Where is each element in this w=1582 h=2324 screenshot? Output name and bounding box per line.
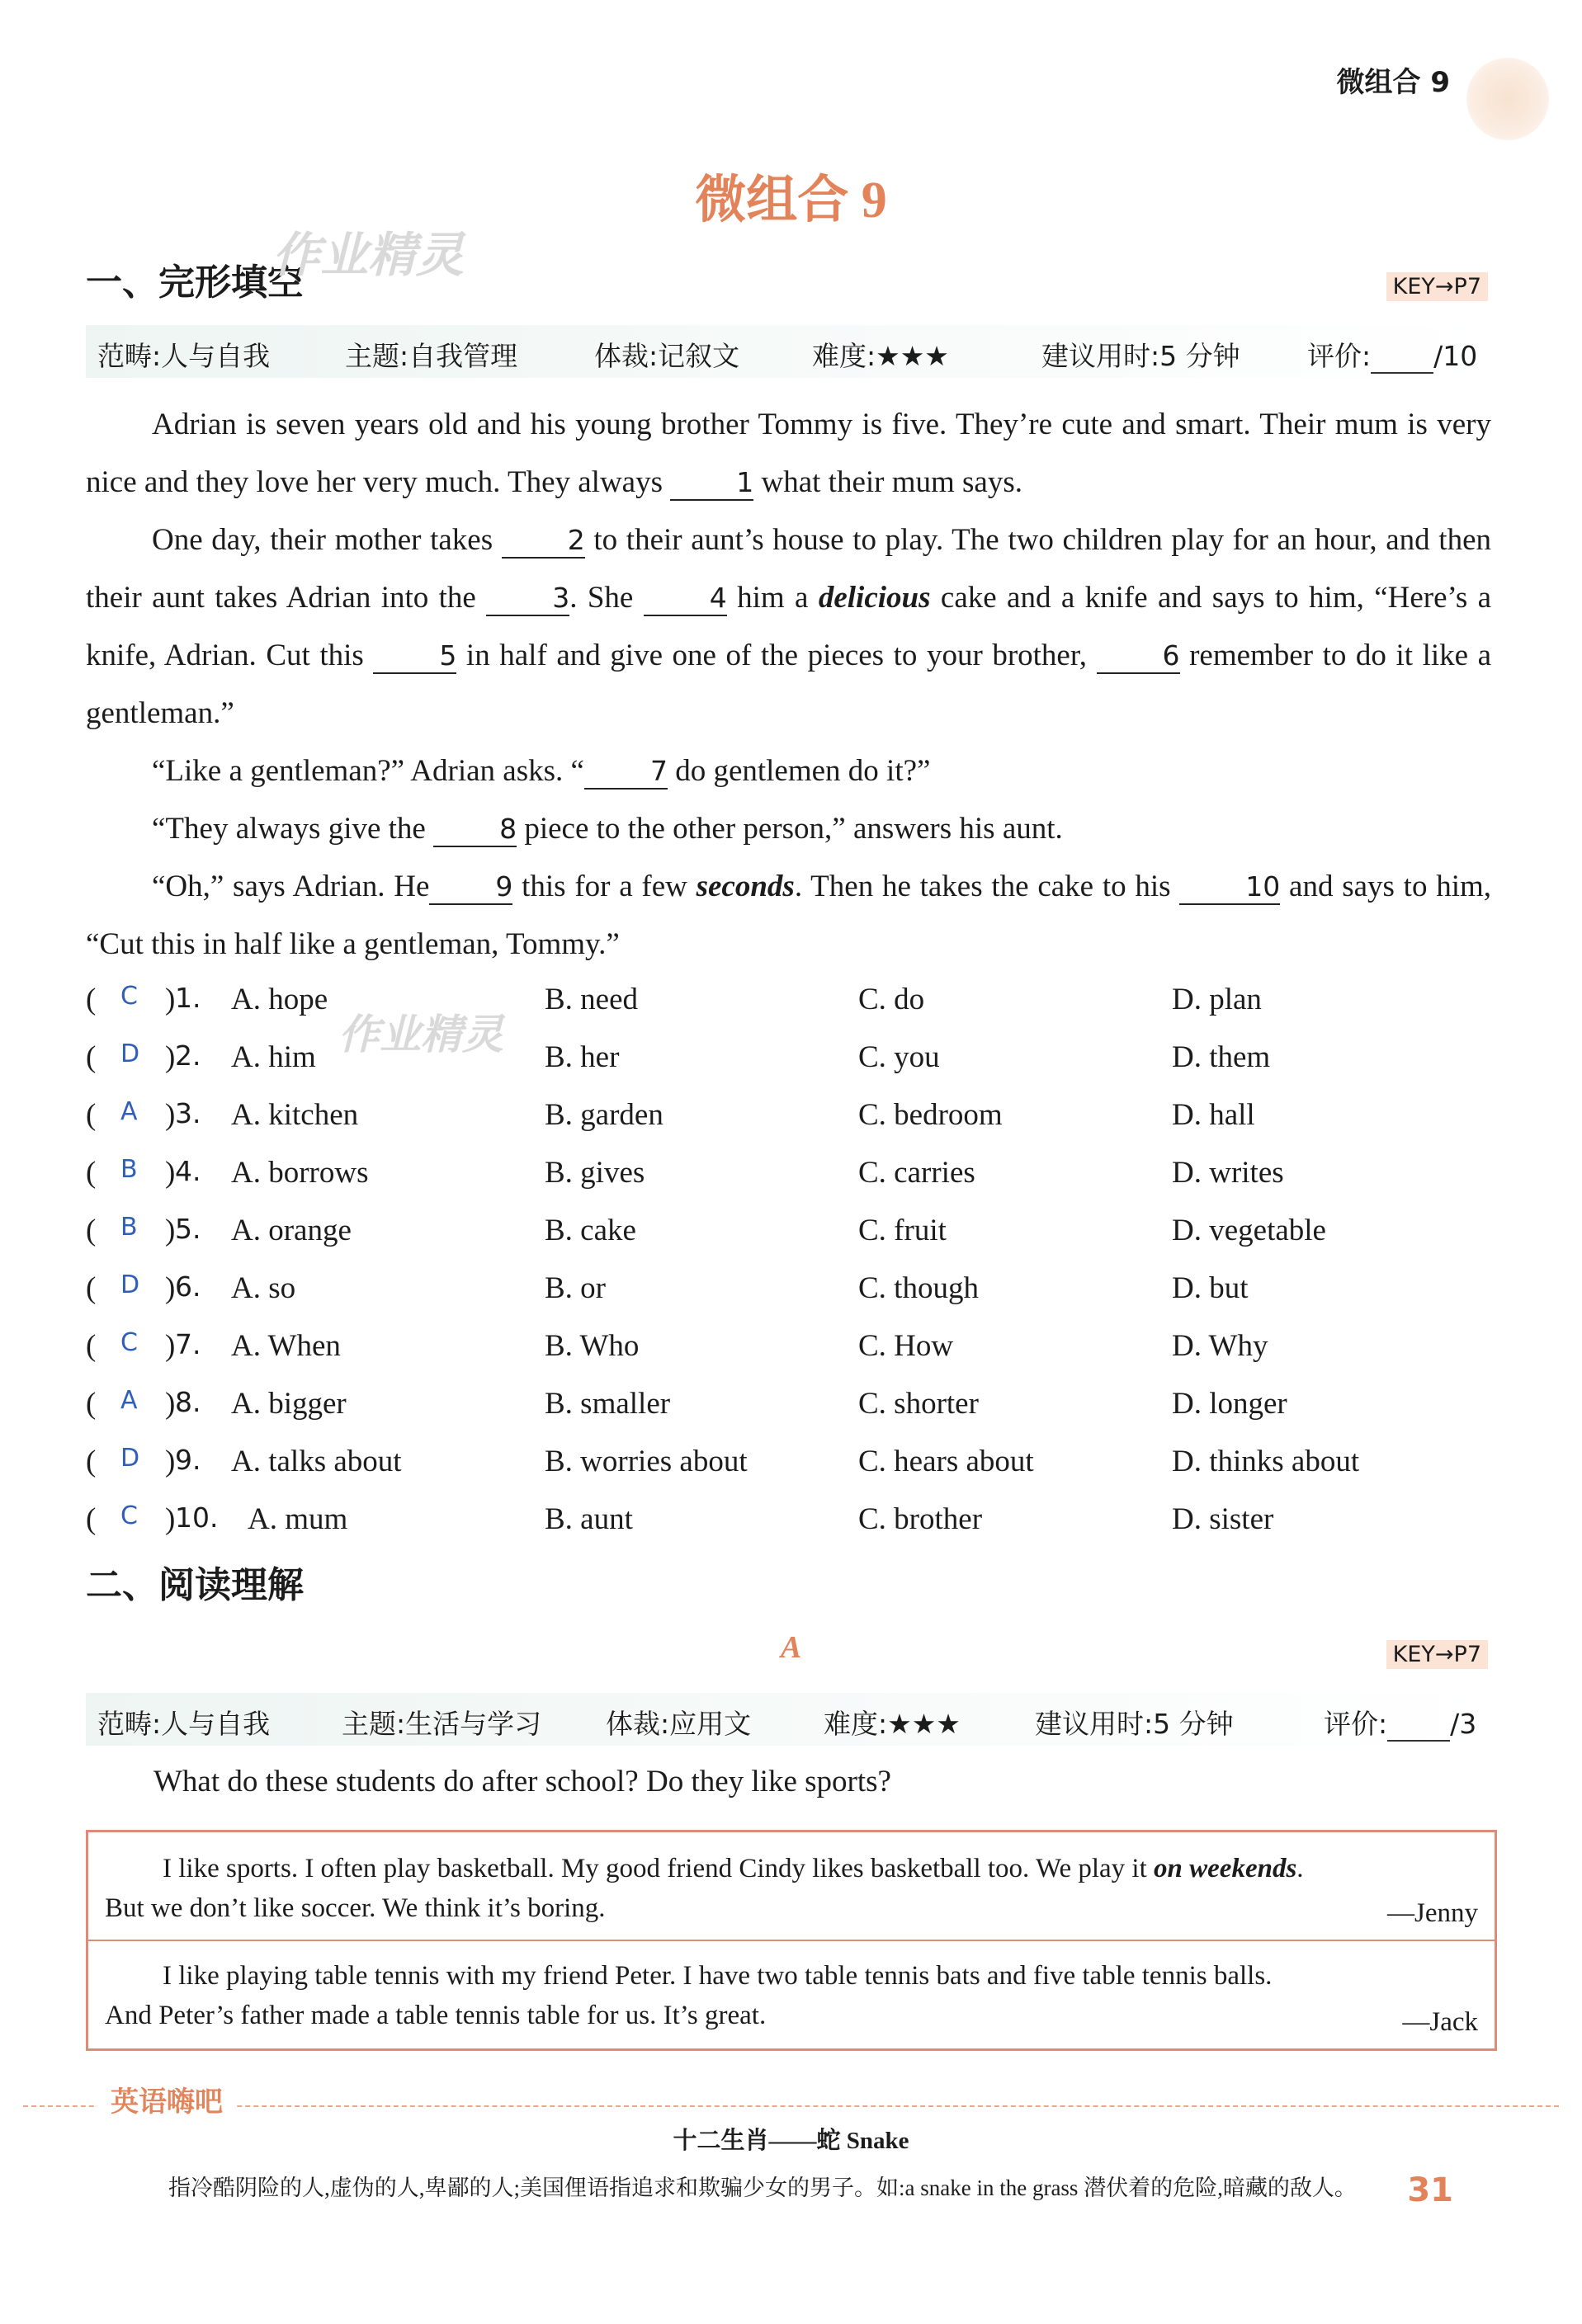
option-c[interactable]: C. How: [858, 1329, 954, 1363]
page-title: 微组合 9: [695, 172, 887, 229]
passage-jack: I like playing table tennis with my friend Peter. I have two table tennis bats and five table tennis balls. And Peter’s father made a table tennis table for us. It’s great.: [105, 1961, 1273, 2030]
option-b[interactable]: B. Who: [545, 1329, 640, 1363]
key-badge[interactable]: KEY→P7: [1386, 1640, 1488, 1669]
option-d[interactable]: D. but: [1172, 1271, 1249, 1305]
watermark: 作业精灵: [338, 1011, 503, 1058]
meta-time: 建议用时:5 分钟: [1035, 1708, 1234, 1740]
option-b[interactable]: B. or: [545, 1271, 606, 1305]
meta-genre: 体裁:记叙文: [594, 340, 740, 372]
blank-3[interactable]: 3: [486, 582, 569, 616]
blank-2[interactable]: 2: [502, 524, 585, 559]
option-d[interactable]: D. Why: [1172, 1329, 1268, 1363]
option-b[interactable]: B. gives: [545, 1156, 645, 1190]
blank-7[interactable]: 7: [584, 755, 668, 790]
answer-mark: B: [120, 1213, 138, 1242]
option-a[interactable]: A. kitchen: [231, 1098, 359, 1132]
section-title-reading: 二、阅读理解: [86, 1564, 304, 1606]
meta-category: 范畴:人与自我: [97, 1708, 271, 1740]
footer-heading: 十二生肖——蛇 Snake: [673, 2128, 909, 2154]
option-b[interactable]: B. cake: [545, 1214, 636, 1247]
option-d[interactable]: D. them: [1172, 1040, 1271, 1074]
watermark: 作业精灵: [272, 227, 465, 283]
option-d[interactable]: D. plan: [1172, 983, 1262, 1016]
option-d[interactable]: D. vegetable: [1172, 1214, 1326, 1247]
question-row: ( D ) 2. A. him B. her C. you D. them: [86, 1039, 1271, 1074]
question-row: ( D ) 6. A. so B. or C. though D. but: [86, 1270, 1249, 1305]
option-a[interactable]: A. When: [231, 1329, 341, 1363]
answer-mark: A: [120, 1097, 138, 1126]
option-c[interactable]: C. fruit: [858, 1214, 947, 1247]
option-c[interactable]: C. brother: [858, 1502, 983, 1536]
option-c[interactable]: C. do: [858, 983, 925, 1016]
answer-mark: D: [120, 1444, 140, 1473]
option-a[interactable]: A. borrows: [231, 1156, 369, 1190]
option-b[interactable]: B. aunt: [545, 1502, 633, 1536]
signature-jenny: —Jenny: [1387, 1898, 1478, 1928]
blank-4[interactable]: 4: [644, 582, 727, 616]
header-label: 微组合 9: [1336, 66, 1450, 99]
header-decoration: [1466, 58, 1549, 140]
footer-brand: 英语嗨吧: [97, 2079, 236, 2119]
option-a[interactable]: A. mum: [248, 1502, 348, 1536]
option-d[interactable]: D. sister: [1172, 1502, 1274, 1536]
passage-box: [86, 1830, 1497, 2051]
blank-9[interactable]: 9: [429, 870, 512, 905]
question-row: ( C ) 10. A. mum B. aunt C. brother D. sister: [86, 1501, 1274, 1536]
page-number: 31: [1407, 2171, 1453, 2209]
option-b[interactable]: B. her: [545, 1040, 620, 1074]
meta-theme: 主题:生活与学习: [342, 1708, 542, 1740]
answer-mark: B: [120, 1155, 138, 1184]
option-c[interactable]: C. though: [858, 1271, 979, 1305]
reading-question-intro: What do these students do after school? Do they like sports?: [153, 1765, 891, 1798]
paragraph: “Oh,” says Adrian. He 9 this for a few seconds. Then he takes the cake to his 10 and says to him, “Cut this in half like a gentleman, Tommy.”: [86, 870, 1492, 961]
option-c[interactable]: C. you: [858, 1040, 940, 1074]
option-d[interactable]: D. thinks about: [1172, 1445, 1360, 1478]
question-row: ( B ) 5. A. orange B. cake C. fruit D. vegetable: [86, 1213, 1326, 1247]
paragraph: One day, their mother takes 2 to their aunt’s house to play. The two children play for an hour, and then their aunt takes Adrian into the 3. She 4 him a delicious cake and a knife and says to him, “Here’s a knife, Adrian. Cut this 5 in half and give one of the pieces to your brother, 6 remember to do it like a gentleman.”: [86, 523, 1492, 730]
option-a[interactable]: A. hope: [231, 983, 328, 1016]
question-row: ( B ) 4. A. borrows B. gives C. carries D. writes: [86, 1155, 1284, 1190]
option-a[interactable]: A. so: [231, 1271, 296, 1305]
option-c[interactable]: C. shorter: [858, 1387, 979, 1421]
answer-mark: A: [120, 1386, 138, 1415]
footer-divider: [23, 2105, 1559, 2107]
blank-6[interactable]: 6: [1097, 639, 1180, 674]
option-c[interactable]: C. bedroom: [858, 1098, 1003, 1132]
option-a[interactable]: A. bigger: [231, 1387, 347, 1421]
option-d[interactable]: D. writes: [1172, 1156, 1284, 1190]
meta-difficulty: 难度:★★★: [824, 1708, 961, 1740]
paragraph: Adrian is seven years old and his young brother Tommy is five. They’re cute and smart. Their mum is very nice and they love her very much. They always 1 what their mum says.: [86, 408, 1491, 499]
option-a[interactable]: A. talks about: [231, 1445, 402, 1478]
option-b[interactable]: B. smaller: [545, 1387, 671, 1421]
cloze-passage: [86, 396, 1491, 973]
meta-category: 范畴:人与自我: [97, 340, 271, 372]
meta-score: 评价: /10: [1307, 340, 1478, 372]
meta-row-cloze: [86, 325, 1496, 378]
option-a[interactable]: A. him: [231, 1040, 316, 1074]
paragraph: “They always give the 8 piece to the other person,” answers his aunt.: [152, 812, 1063, 846]
answer-mark: D: [120, 1270, 140, 1299]
meta-score: 评价: /3: [1324, 1708, 1477, 1740]
question-row: ( A ) 8. A. bigger B. smaller C. shorter D. longer: [86, 1386, 1287, 1421]
answer-mark: C: [120, 1501, 138, 1530]
option-d[interactable]: D. hall: [1172, 1098, 1255, 1132]
meta-theme: 主题:自我管理: [345, 340, 518, 372]
question-row: ( C ) 7. A. When B. Who C. How D. Why: [86, 1328, 1268, 1363]
blank-1[interactable]: 1: [670, 466, 753, 501]
passage-jenny: I like sports. I often play basketball. My good friend Cindy likes basketball too. We play it on weekends. But we don’t like soccer. We think it’s boring.: [105, 1854, 1304, 1923]
question-row: ( A ) 3. A. kitchen B. garden C. bedroom D. hall: [86, 1097, 1255, 1132]
option-d[interactable]: D. longer: [1172, 1387, 1287, 1421]
answer-mark: D: [120, 1039, 140, 1068]
blank-8[interactable]: 8: [433, 813, 517, 847]
footer-text: 指冷酷阴险的人,虚伪的人,卑鄙的人;美国俚语指追求和欺骗少女的男子。如:a snake in the grass 潜伏着的危险,暗藏的敌人。: [168, 2176, 1357, 2200]
option-b[interactable]: B. worries about: [545, 1445, 748, 1478]
paragraph: “Like a gentleman?” Adrian asks. “ 7 do gentlemen do it?”: [152, 754, 931, 788]
option-c[interactable]: C. hears about: [858, 1445, 1034, 1478]
option-b[interactable]: B. need: [545, 983, 639, 1016]
option-b[interactable]: B. garden: [545, 1098, 663, 1132]
passage-part-label: A: [780, 1630, 802, 1665]
key-badge[interactable]: KEY→P7: [1386, 272, 1488, 301]
meta-row-reading: [86, 1693, 1496, 1746]
section-title-cloze: 一、完形填空: [86, 262, 304, 304]
option-a[interactable]: A. orange: [231, 1214, 352, 1247]
meta-genre: 体裁:应用文: [606, 1708, 752, 1740]
blank-5[interactable]: 5: [373, 639, 456, 674]
question-row: ( D ) 9. A. talks about B. worries about C. hears about D. thinks about: [86, 1444, 1360, 1478]
signature-jack: —Jack: [1402, 2007, 1478, 2037]
answer-mark: C: [120, 1328, 138, 1357]
meta-difficulty: 难度:★★★: [812, 340, 949, 372]
box-divider: [88, 1940, 1495, 1941]
blank-10[interactable]: 10: [1179, 870, 1280, 905]
answer-mark: C: [120, 982, 138, 1011]
question-row: ( C ) 1. A. hope B. need C. do D. plan: [86, 982, 1262, 1016]
option-c[interactable]: C. carries: [858, 1156, 975, 1190]
meta-time: 建议用时:5 分钟: [1041, 340, 1240, 372]
